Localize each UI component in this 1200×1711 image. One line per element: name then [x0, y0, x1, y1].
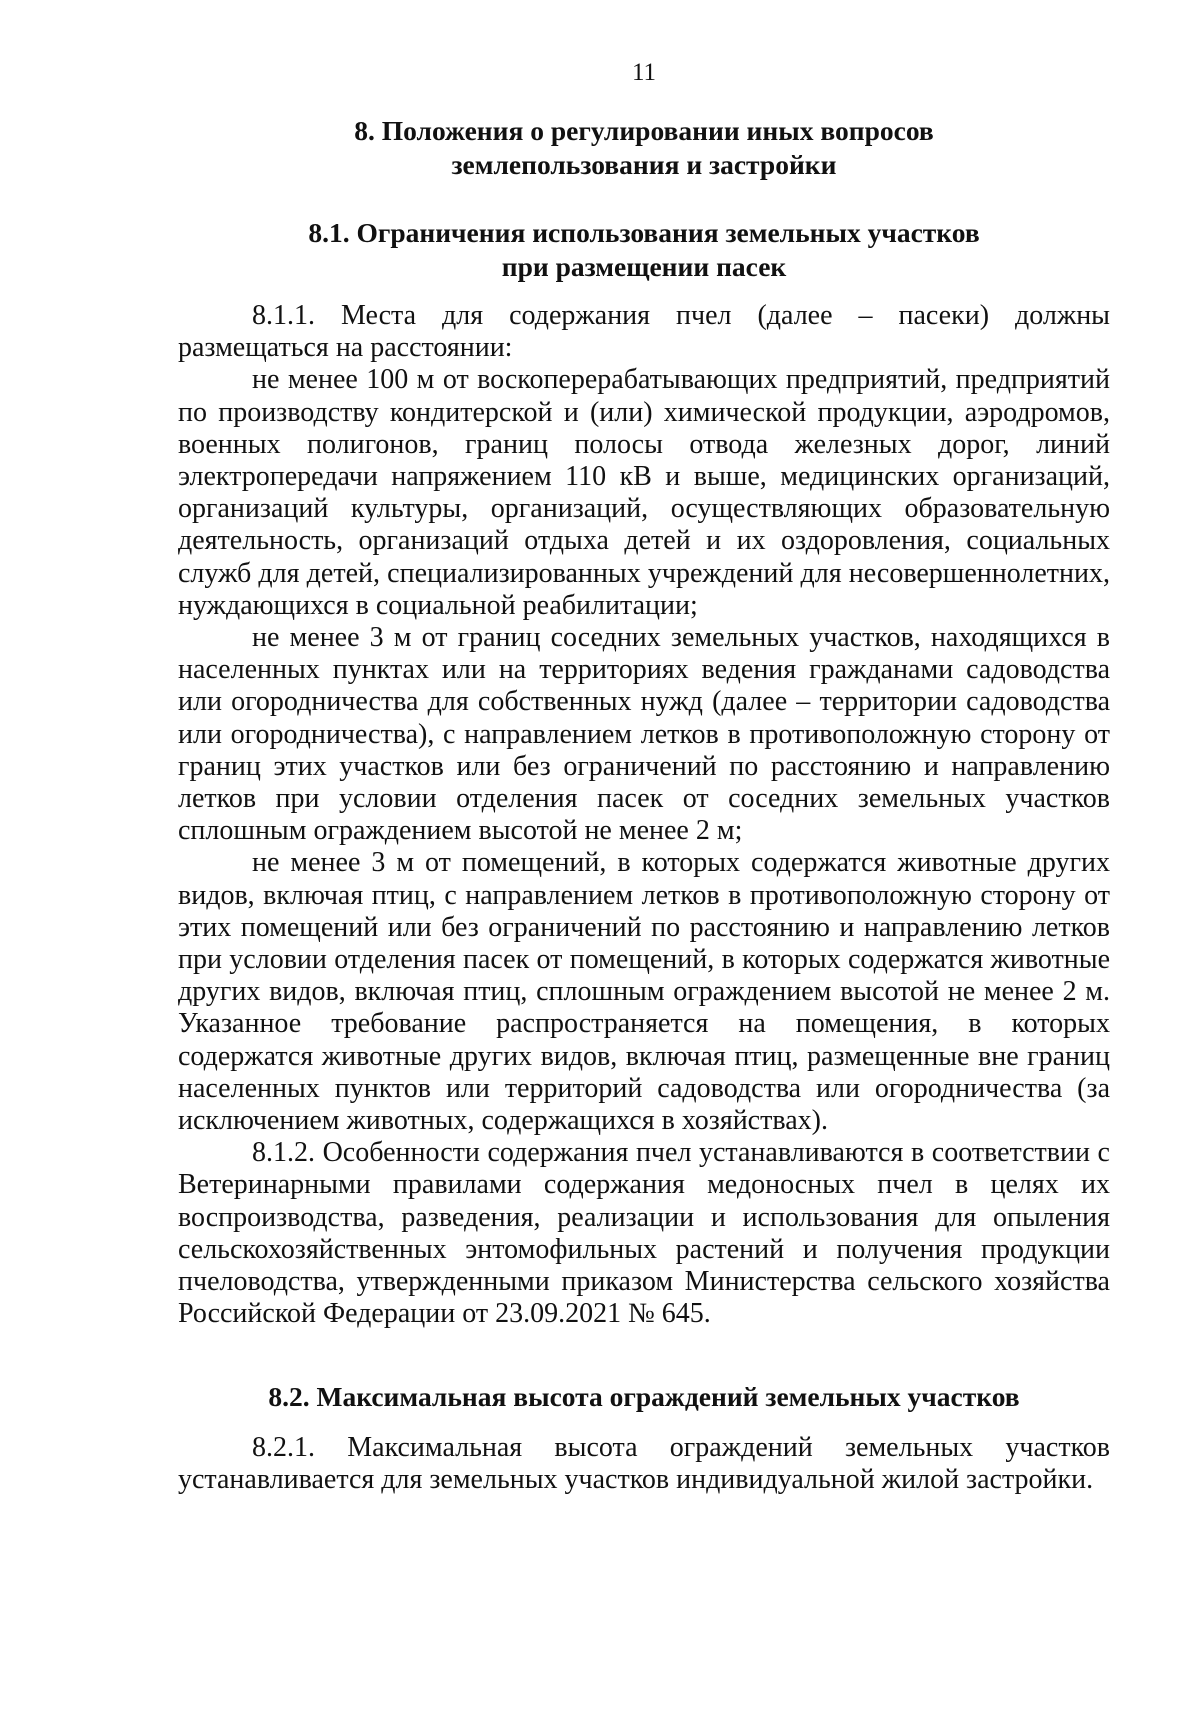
section-8-heading-line-1: 8. Положения о регулировании иных вопросов [354, 115, 934, 146]
section-8-heading [178, 114, 1110, 182]
paragraph-8-1-2: 8.1.2. Особенности содержания пчел устанавливаются в соответствии с Ветеринарными правилами содержания медоносных пчел в целях их воспроизводства, разведения, реализации и использования для опыления сельскохозяйственных энтомофильных растений и получения продукции пчеловодства, утвержденными приказом Министерства сельского хозяйства Российской Федерации от 23.09.2021 № 645. [178, 1137, 1110, 1330]
paragraph-8-2-1: 8.2.1. Максимальная высота ограждений земельных участков устанавливается для земельных участков индивидуальной жилой застройки. [178, 1432, 1110, 1496]
paragraph-apiary-distance-animal-premises: не менее 3 м от помещений, в которых содержатся животные других видов, включая птиц, с направлением летков в противоположную сторону от этих помещений или без ограничений по расстоянию и направлению летков при условии отделения пасек от помещений, в которых содержатся животные других видов, включая птиц, сплошным ограждением высотой не менее 2 м. Указанное требование распространяется на помещения, в которых содержатся животные других видов, включая птиц, размещенные вне границ населенных пунктов или территорий садоводства или огородничества (за исключением животных, содержащихся в хозяйствах). [178, 847, 1110, 1137]
paragraph-apiary-distance-neighbors: не менее 3 м от границ соседних земельных участков, находящихся в населенных пунктах или на территориях ведения гражданами садоводства или огородничества для собственных нужд (далее – территории садоводства или огородничества), с направлением летков в противоположную сторону от границ этих участков или без ограничений по расстоянию и направлению летков при условии отделения пасек от соседних земельных участков сплошным ограждением высотой не менее 2 м; [178, 622, 1110, 847]
section-8-2-heading-line: 8.2. Максимальная высота ограждений земельных участков [268, 1381, 1020, 1412]
paragraph-8-1-1: 8.1.1. Места для содержания пчел (далее – пасеки) должны размещаться на расстоянии: [178, 300, 1110, 364]
section-8-2-heading [178, 1380, 1110, 1414]
paragraph-apiary-distance-100m: не менее 100 м от воскоперерабатывающих предприятий, предприятий по производству кондитерской и (или) химической продукции, аэродромов, военных полигонов, границ полосы отвода железных дорог, линий электропередачи напряжением 110 кВ и выше, медицинских организаций, организаций культуры, организаций, осуществляющих образовательную деятельность, организаций отдыха детей и их оздоровления, социальных служб для детей, специализированных учреждений для несовершеннолетних, нуждающихся в социальной реабилитации; [178, 364, 1110, 621]
section-8-1-body [178, 300, 1110, 1331]
section-8-2-body [178, 1432, 1110, 1496]
section-8-1-heading [178, 216, 1110, 284]
section-8-1-heading-line-1: 8.1. Ограничения использования земельных участков [308, 217, 980, 248]
section-8-heading-line-2: землепользования и застройки [451, 149, 837, 180]
section-8-1-heading-line-2: при размещении пасек [501, 251, 787, 282]
page-number: 11 [631, 59, 657, 86]
